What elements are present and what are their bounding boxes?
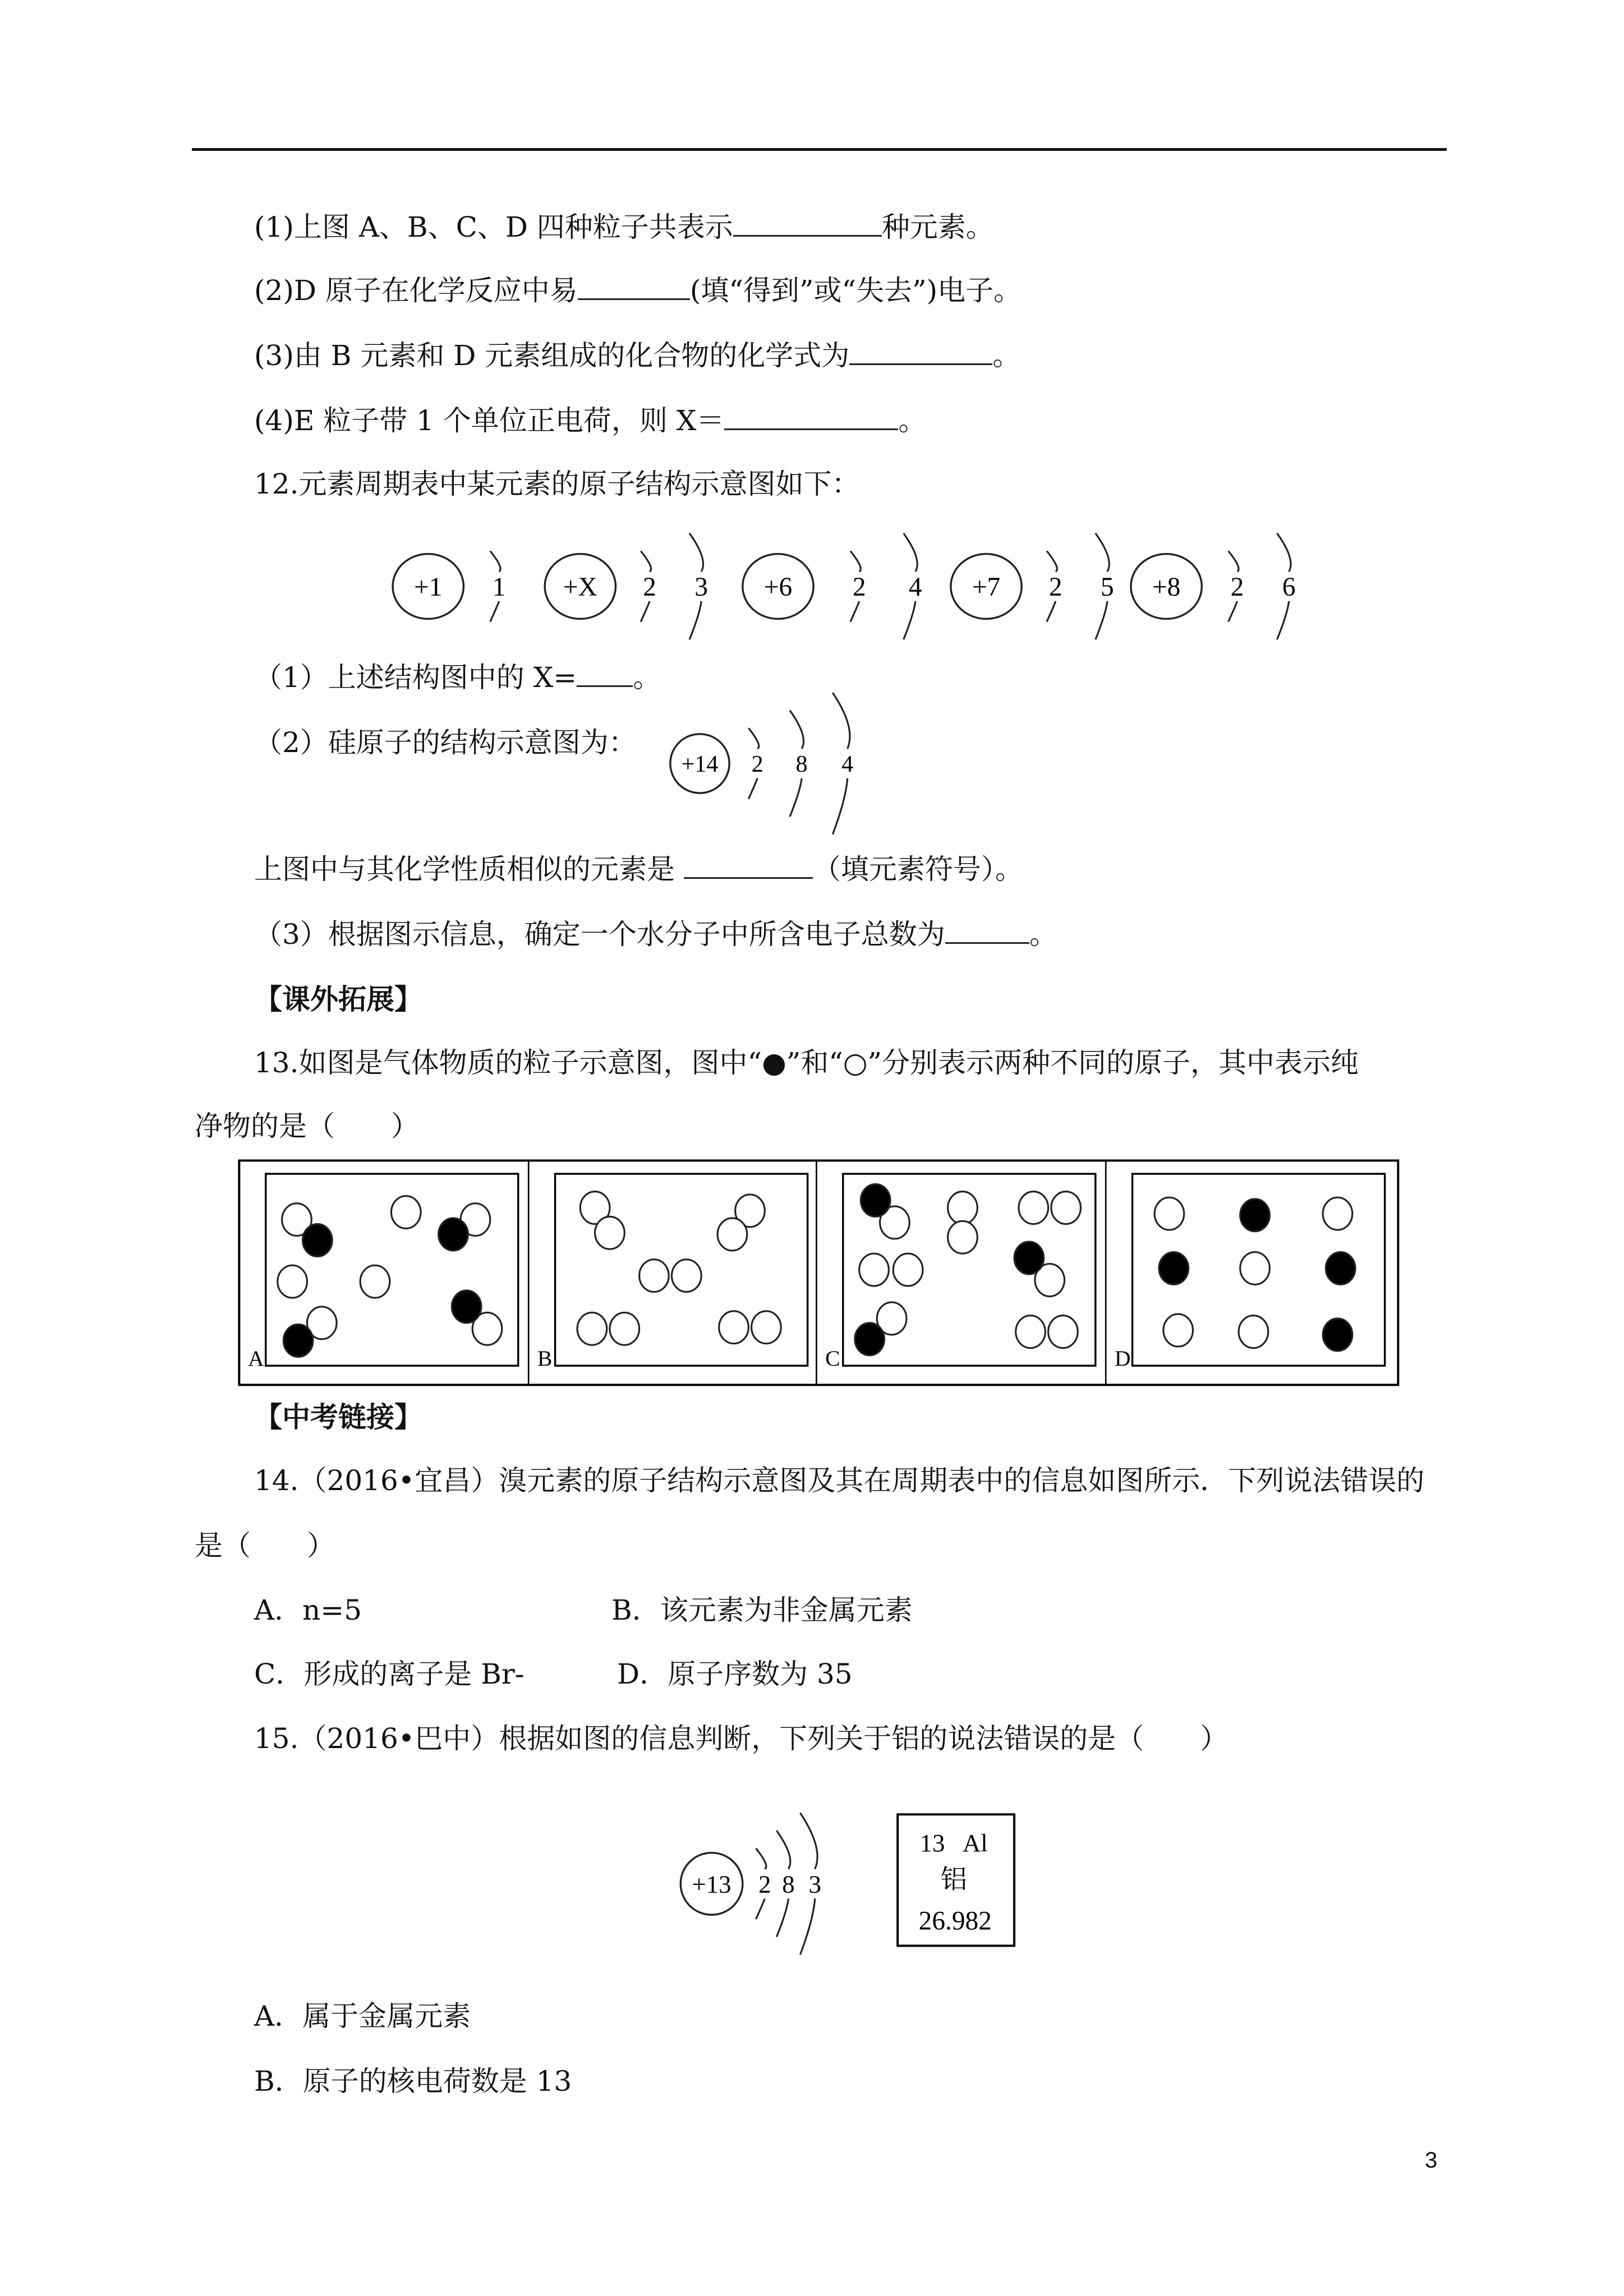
shell-electron-count: 2	[852, 573, 866, 602]
white-atom	[948, 1192, 978, 1224]
shell-arc	[748, 778, 757, 799]
text: (2)D 原子在化学反应中易	[254, 274, 578, 307]
black-atom	[439, 1218, 468, 1251]
text: (1)上图 A、B、C、D 四种粒子共表示	[254, 211, 733, 243]
shell-arc	[689, 601, 701, 639]
shell-electron-count: 5	[1101, 573, 1114, 602]
q12-stem: 12.元素周期表中某元素的原子结构示意图如下：	[254, 468, 860, 500]
nucleus-charge: +8	[1152, 573, 1181, 602]
text: (填“得到”或“失去”)电子。	[689, 274, 1022, 307]
white-atom	[1239, 1316, 1268, 1348]
shell-electron-count: 1	[492, 573, 506, 602]
black-atom	[1159, 1252, 1189, 1285]
shell-arc	[1096, 533, 1109, 571]
panel-label: D	[1115, 1346, 1131, 1371]
shell-arc	[689, 533, 703, 571]
black-atom	[452, 1290, 481, 1323]
silicon-atom-diagram	[670, 693, 853, 835]
page-number: 3	[1425, 2148, 1438, 2173]
black-atom	[1326, 1252, 1355, 1285]
shell-arc	[904, 601, 915, 639]
panel-label: A	[248, 1346, 264, 1371]
atomic-mass: 26.982	[918, 1906, 992, 1936]
nucleus-charge: +13	[692, 1870, 732, 1898]
white-atom	[1240, 1252, 1270, 1285]
white-atom	[948, 1221, 978, 1253]
shell-arc	[1047, 601, 1056, 622]
atomic-number: 13	[919, 1829, 945, 1857]
shell-arc	[490, 551, 500, 571]
shell-arc	[1229, 601, 1237, 622]
shell-arc	[490, 601, 499, 622]
aluminum-element-card	[898, 1814, 1014, 1945]
white-atom	[719, 1311, 749, 1344]
element-symbol: Al	[962, 1829, 988, 1857]
black-atom	[1240, 1199, 1270, 1232]
section-extension: 【课外拓展】	[254, 983, 422, 1016]
nucleus-charge: +X	[563, 573, 597, 602]
q15-option-a: A．属于金属元素	[254, 2000, 471, 2032]
q14-stem-1: 14.（2016•宜昌）溴元素的原子结构示意图及其在周期表中的信息如图所示．下列说法错误的	[254, 1464, 1425, 1497]
text: 种元素。	[881, 211, 994, 243]
shell-arc	[748, 728, 758, 749]
shell-arc	[1096, 601, 1107, 639]
q13-stem-1: 13.如图是气体物质的粒子示意图，图中“●”和“○”分别表示两种不同的原子，其中表示纯	[254, 1046, 1359, 1079]
nucleus-charge: +6	[763, 573, 793, 602]
text: (4)E 粒子带 1 个单位正电荷，则 X＝	[254, 404, 725, 437]
panel-label: B	[537, 1346, 553, 1371]
aluminum-atom-diagram	[680, 1813, 821, 1955]
shell-arc	[790, 711, 803, 749]
white-atom	[1154, 1197, 1184, 1230]
text: （1）上述结构图中的 X=	[254, 661, 577, 694]
white-atom	[391, 1196, 421, 1229]
shell-electron-count: 2	[1230, 573, 1244, 602]
panel-frame	[239, 1160, 1398, 1385]
white-atom	[717, 1218, 747, 1251]
q15-option-b: B．原子的核电荷数是 13	[254, 2065, 572, 2097]
text: 。	[1029, 918, 1057, 951]
shell-electron-count: 3	[694, 573, 708, 602]
q14-option-d: D．原子序数为 35	[617, 1658, 853, 1690]
q13-particle-panels	[239, 1160, 1398, 1385]
text: （填元素符号）。	[812, 853, 1023, 886]
shell-arc	[1277, 533, 1291, 571]
white-atom	[1163, 1314, 1193, 1347]
shell-arc	[756, 1848, 766, 1869]
white-atom	[1323, 1197, 1352, 1230]
shell-electron-count: 2	[1048, 573, 1062, 602]
white-atom	[859, 1253, 889, 1286]
q14-stem-2: 是（ ）	[195, 1529, 335, 1562]
shell-arc	[832, 693, 850, 749]
shell-arc	[641, 601, 650, 622]
shell-arc	[756, 1898, 765, 1919]
shell-arc	[641, 551, 651, 571]
nucleus-charge: +7	[972, 573, 1001, 602]
shell-electron-count: 2	[643, 573, 656, 602]
shell-electron-count: 4	[908, 573, 922, 602]
white-atom	[1019, 1192, 1048, 1224]
section-exam: 【中考链接】	[254, 1400, 422, 1433]
shell-arc	[832, 778, 847, 835]
shell-arc	[776, 1898, 788, 1937]
text: (3)由 B 元素和 D 元素组成的化合物的化学式为	[254, 339, 850, 372]
q13-stem-2: 净物的是（ ）	[195, 1110, 419, 1142]
shell-arc	[850, 601, 859, 622]
shell-arc	[1229, 551, 1239, 571]
shell-arc	[904, 533, 917, 571]
shell-arc	[800, 1813, 817, 1869]
white-atom	[360, 1265, 390, 1298]
black-atom	[855, 1323, 885, 1356]
white-atom	[610, 1312, 640, 1345]
nucleus-charge: +14	[681, 751, 719, 778]
shell-arc	[850, 551, 861, 571]
black-atom	[283, 1325, 313, 1357]
q14-option-a: A．n=5	[254, 1594, 362, 1626]
shell-electron-count: 6	[1282, 573, 1296, 602]
white-atom	[577, 1312, 607, 1345]
element-name: 铝	[940, 1865, 967, 1894]
shell-electron-count: 2	[751, 751, 763, 778]
black-atom	[1014, 1242, 1044, 1274]
black-atom	[1323, 1318, 1352, 1351]
shell-arc	[776, 1831, 790, 1869]
nucleus-charge: +1	[414, 573, 443, 602]
white-atom	[640, 1260, 669, 1292]
white-atom	[671, 1260, 701, 1292]
white-atom	[1048, 1316, 1078, 1348]
shell-electron-count: 8	[782, 1870, 795, 1898]
q15-stem: 15.（2016•巴中）根据如图的信息判断，下列关于铝的说法错误的是（ ）	[254, 1722, 1229, 1755]
text: 。	[992, 339, 1021, 372]
white-atom	[1016, 1316, 1046, 1348]
text: 。	[633, 661, 661, 694]
black-atom	[303, 1224, 333, 1257]
white-atom	[752, 1311, 781, 1344]
q14-option-c: C．形成的离子是 Br-	[254, 1658, 525, 1690]
white-atom	[278, 1265, 307, 1298]
shell-arc	[790, 778, 802, 817]
text: 。	[898, 404, 927, 437]
shell-arc	[1277, 601, 1289, 639]
shell-arc	[800, 1898, 815, 1954]
shell-electron-count: 4	[841, 751, 854, 778]
black-atom	[861, 1184, 890, 1216]
white-atom	[1051, 1192, 1081, 1224]
shell-electron-count: 8	[795, 751, 808, 778]
white-atom	[893, 1253, 923, 1286]
text: （3）根据图示信息，确定一个水分子中所含电子总数为	[254, 918, 945, 951]
panel-label: C	[825, 1346, 840, 1371]
white-atom	[595, 1216, 625, 1249]
q14-option-b: B．该元素为非金属元素	[611, 1594, 913, 1626]
text: 上图中与其化学性质相似的元素是	[254, 853, 684, 886]
q12-atom-diagrams	[393, 533, 1295, 639]
shell-electron-count: 3	[808, 1870, 821, 1898]
shell-electron-count: 2	[758, 1870, 771, 1898]
shell-arc	[1047, 551, 1057, 571]
q12-part2: （2）硅原子的结构示意图为：	[254, 726, 637, 759]
